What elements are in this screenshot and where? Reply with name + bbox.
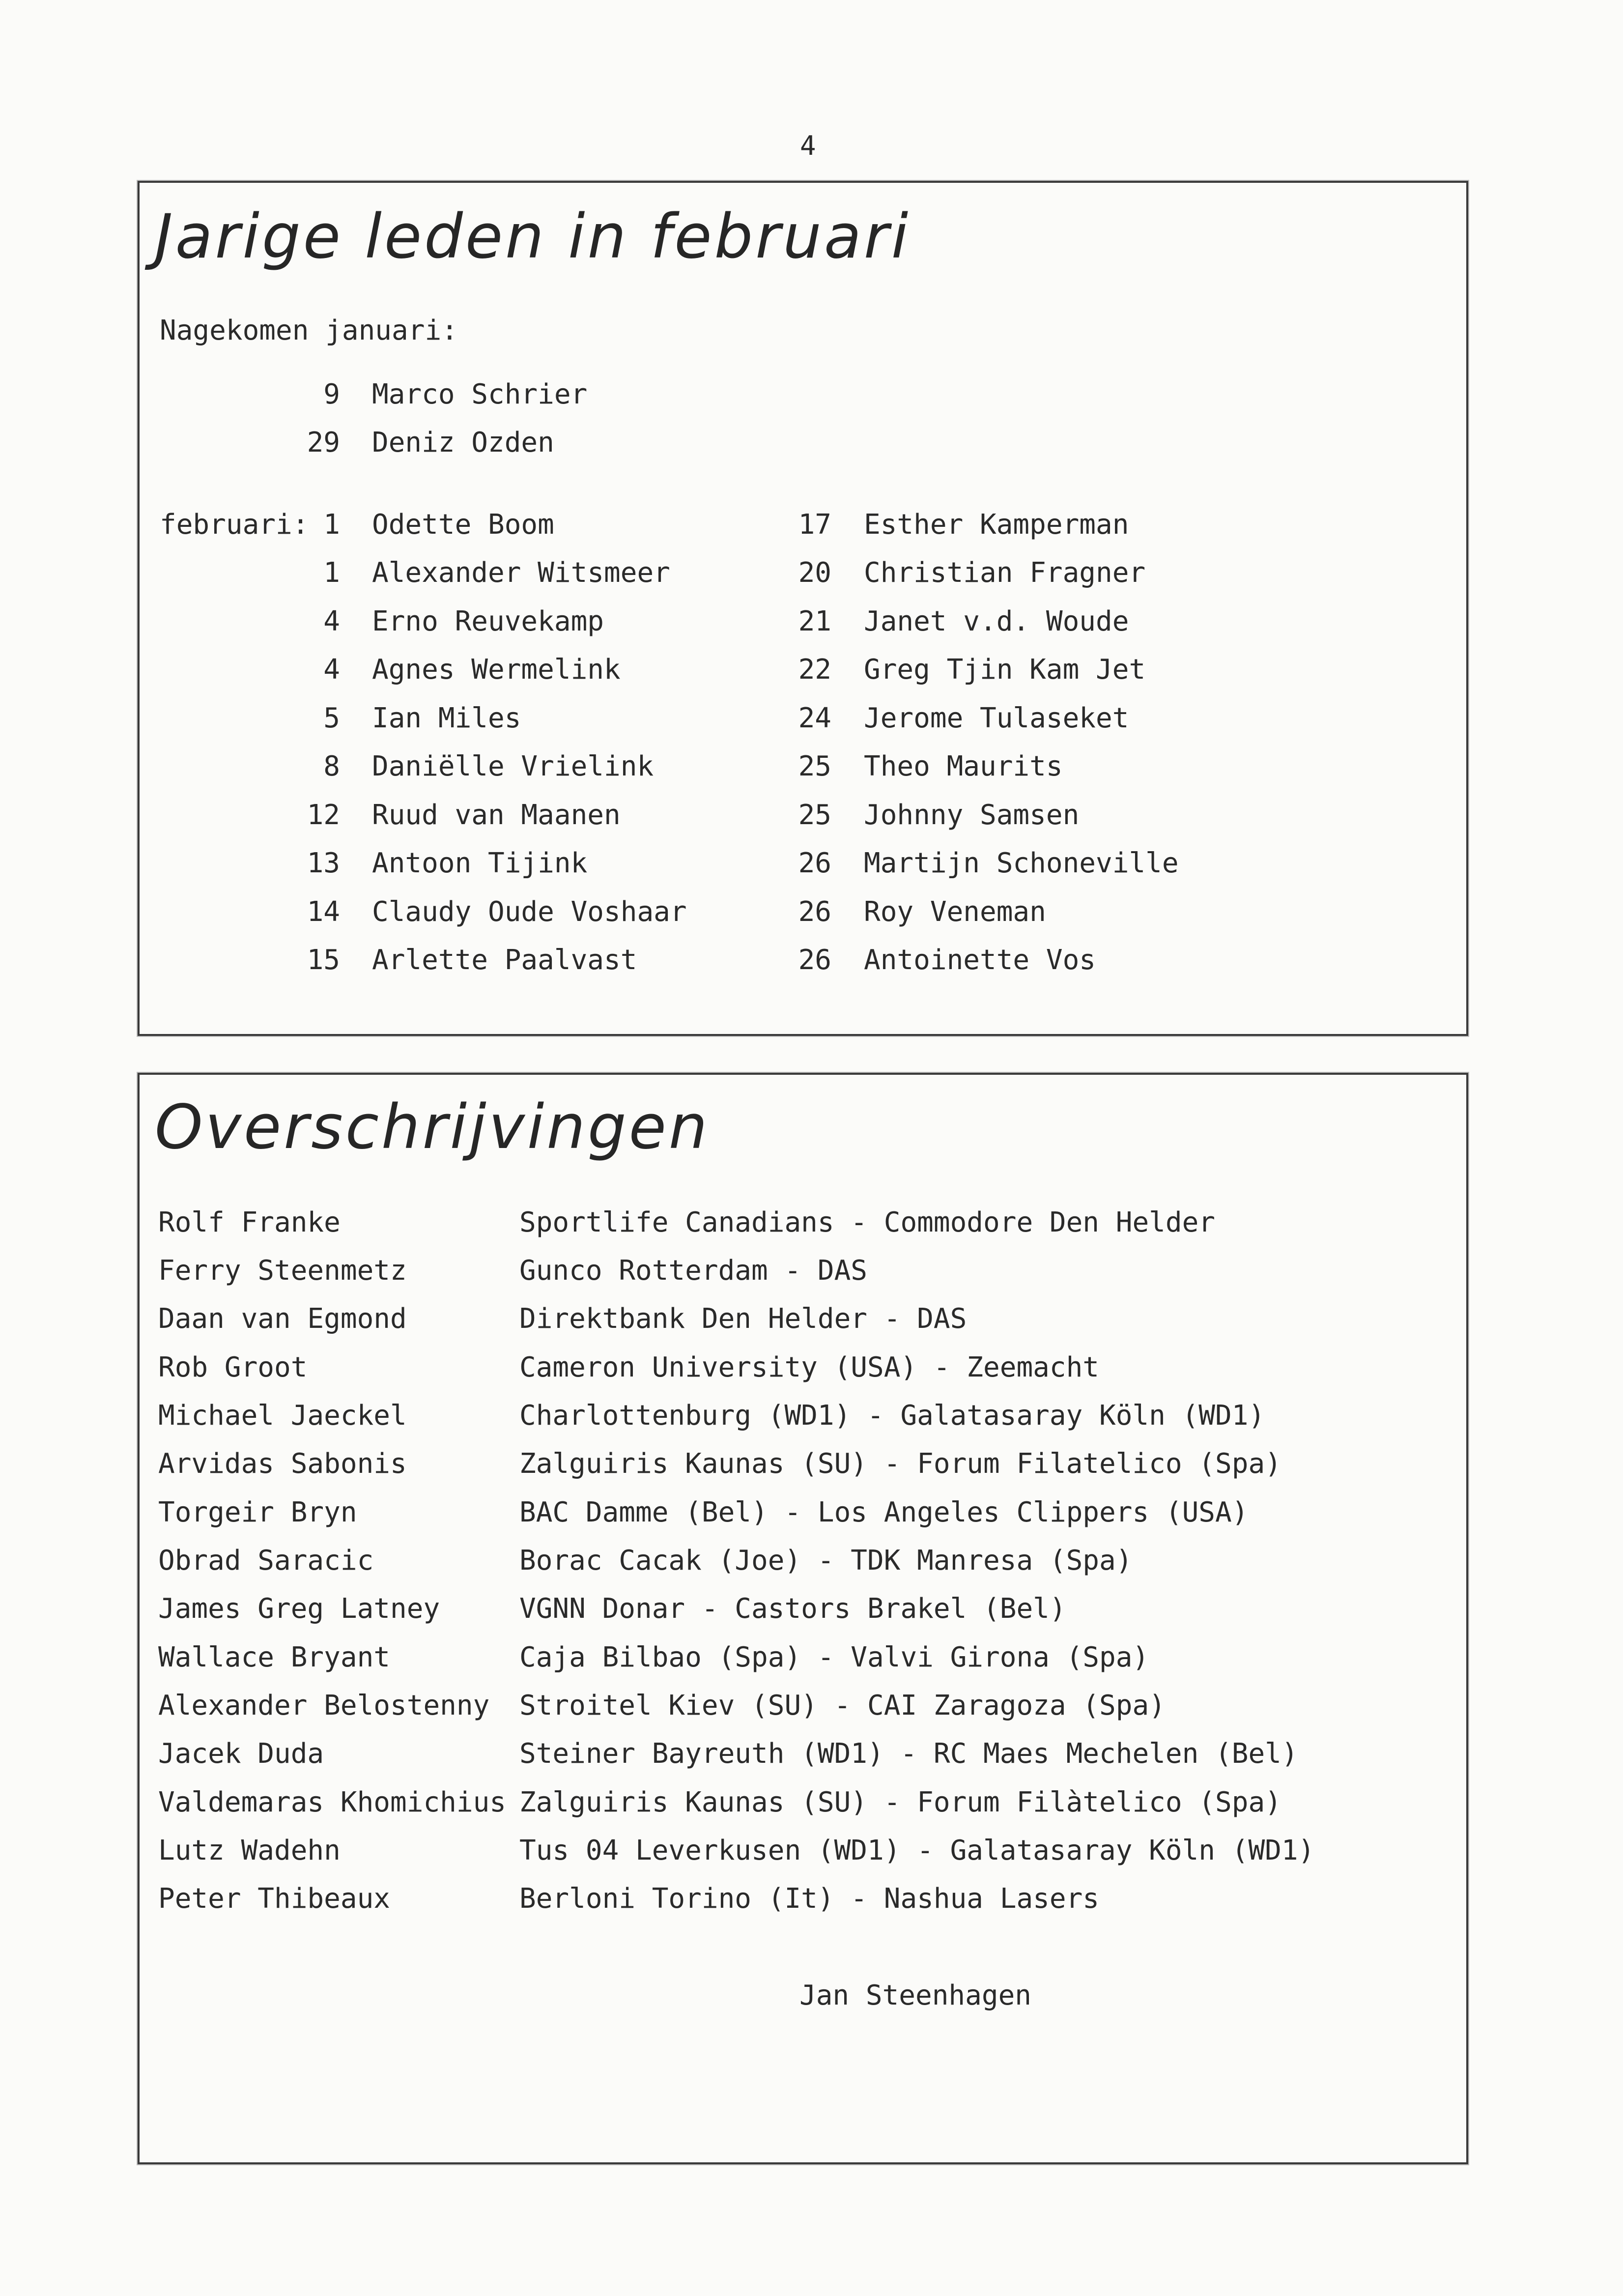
birthday-name: Erno Reuvekamp: [372, 605, 604, 637]
birthday-name: Marco Schrier: [372, 378, 588, 410]
transfer-move: Borac Cacak (Joe) - TDK Manresa (Spa): [519, 1545, 1133, 1577]
transfer-player: Arvidas Sabonis: [158, 1448, 407, 1480]
birthday-name: Deniz Ozden: [372, 427, 554, 459]
transfer-move: BAC Damme (Bel) - Los Angeles Clippers (USA): [519, 1496, 1249, 1528]
transfer-player: Obrad Saracic: [158, 1545, 374, 1577]
transfer-player: Rolf Franke: [158, 1206, 341, 1238]
transfer-move: VGNN Donar - Castors Brakel (Bel): [519, 1593, 1066, 1625]
transfer-move: Berloni Torino (It) - Nashua Lasers: [519, 1883, 1100, 1915]
transfer-player: James Greg Latney: [158, 1593, 440, 1625]
page-number: 4: [800, 130, 816, 161]
birthday-day: 15: [307, 944, 340, 976]
birthday-day: 5: [323, 702, 340, 734]
birthday-day: 26: [798, 847, 831, 879]
birthday-day: 1: [323, 557, 340, 589]
birthday-name: Antoinette Vos: [864, 944, 1096, 976]
birthday-name: Ian Miles: [372, 702, 521, 734]
transfer-move: Charlottenburg (WD1) - Galatasaray Köln (WD1): [519, 1400, 1265, 1432]
birthday-name: Agnes Wermelink: [372, 654, 621, 686]
birthday-name: Esther Kamperman: [864, 509, 1129, 541]
transfer-move: Gunco Rotterdam - DAS: [519, 1255, 868, 1287]
birthday-name: Jerome Tulaseket: [864, 702, 1129, 734]
birthday-day: 9: [323, 378, 340, 410]
transfer-player: Jacek Duda: [158, 1738, 324, 1770]
birthday-name: Claudy Oude Voshaar: [372, 896, 687, 928]
transfer-player: Wallace Bryant: [158, 1641, 391, 1673]
birthday-day: 25: [798, 799, 831, 831]
birthday-name: Martijn Schoneville: [864, 847, 1179, 879]
birthday-day: 8: [323, 750, 340, 782]
birthday-day: 26: [798, 944, 831, 976]
transfer-move: Direktbank Den Helder - DAS: [519, 1303, 967, 1335]
birthday-name: Arlette Paalvast: [372, 944, 637, 976]
birthday-name: Johnny Samsen: [864, 799, 1080, 831]
transfer-player: Michael Jaeckel: [158, 1400, 407, 1432]
birthday-name: Janet v.d. Woude: [864, 605, 1129, 637]
signature: Jan Steenhagen: [799, 1980, 1032, 2011]
birthday-name: Daniëlle Vrielink: [372, 750, 654, 782]
late-january-label: Nagekomen januari:: [160, 315, 458, 346]
transfer-move: Cameron University (USA) - Zeemacht: [519, 1351, 1100, 1383]
birthday-day: 25: [798, 750, 831, 782]
transfer-player: Rob Groot: [158, 1351, 308, 1383]
birthday-name: Greg Tjin Kam Jet: [864, 654, 1146, 686]
birthday-day: 17: [798, 509, 831, 541]
transfer-player: Valdemaras Khomichius: [158, 1786, 507, 1818]
birthday-day: 4: [323, 605, 340, 637]
transfer-player: Alexander Belostenny: [158, 1690, 490, 1722]
birthday-name: Odette Boom: [372, 509, 554, 541]
birthday-day: 22: [798, 654, 831, 686]
transfer-move: Tus 04 Leverkusen (WD1) - Galatasaray Köln (WD1): [519, 1835, 1315, 1866]
birthday-day: 26: [798, 896, 831, 928]
transfer-player: Daan van Egmond: [158, 1303, 407, 1335]
transfer-move: Caja Bilbao (Spa) - Valvi Girona (Spa): [519, 1641, 1149, 1673]
birthday-day: 29: [307, 427, 340, 459]
birthday-day: 12: [307, 799, 340, 831]
transfer-player: Peter Thibeaux: [158, 1883, 391, 1915]
transfer-player: Lutz Wadehn: [158, 1835, 341, 1866]
transfer-move: Sportlife Canadians - Commodore Den Helder: [519, 1206, 1216, 1238]
transfer-player: Ferry Steenmetz: [158, 1255, 407, 1287]
birthday-day: 14: [307, 896, 340, 928]
birthday-name: Theo Maurits: [864, 750, 1063, 782]
birthday-day: 13: [307, 847, 340, 879]
birthday-day: 21: [798, 605, 831, 637]
birthday-name: Ruud van Maanen: [372, 799, 621, 831]
transfer-move: Zalguiris Kaunas (SU) - Forum Filàtelico (Spa): [519, 1786, 1281, 1818]
birthday-day: 4: [323, 654, 340, 686]
transfer-move: Zalguiris Kaunas (SU) - Forum Filatelico (Spa): [519, 1448, 1281, 1480]
february-label: februari:: [160, 509, 309, 541]
birthday-name: Christian Fragner: [864, 557, 1146, 589]
birthday-name: Antoon Tijink: [372, 847, 588, 879]
transfer-move: Stroitel Kiev (SU) - CAI Zaragoza (Spa): [519, 1690, 1166, 1722]
birthday-name: Roy Veneman: [864, 896, 1046, 928]
birthday-day: 20: [798, 557, 831, 589]
birthday-day: 24: [798, 702, 831, 734]
transfer-move: Steiner Bayreuth (WD1) - RC Maes Mechelen (Bel): [519, 1738, 1298, 1770]
birthdays-title: Jarige leden in februari: [155, 201, 911, 272]
birthday-name: Alexander Witsmeer: [372, 557, 670, 589]
transfers-title: Overschrijvingen: [155, 1092, 710, 1163]
transfer-player: Torgeir Bryn: [158, 1496, 357, 1528]
birthday-day: 1: [323, 509, 340, 541]
